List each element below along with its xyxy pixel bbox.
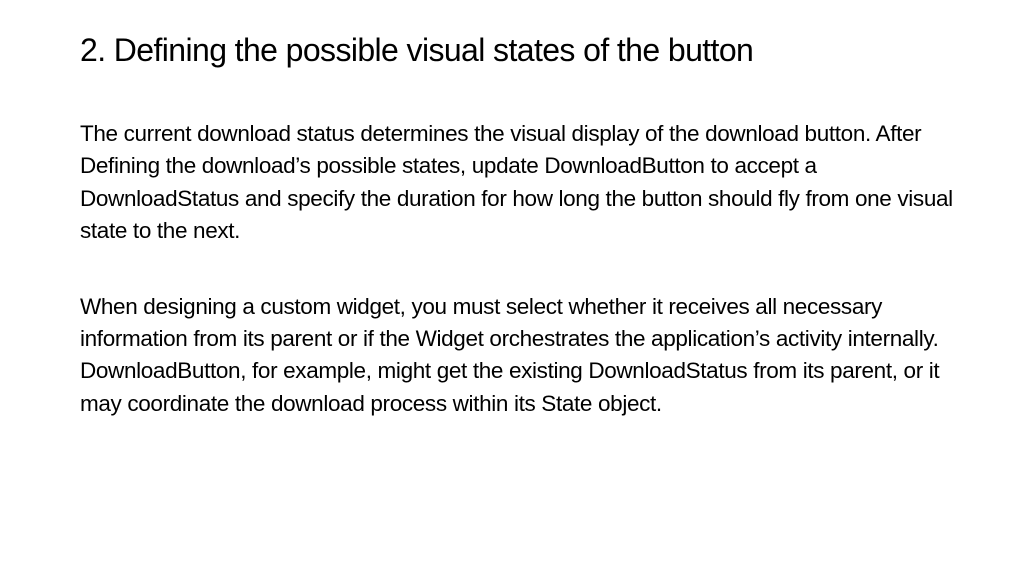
body-paragraph-1: The current download status determines the visual display of the download button. After Defining the download’s possible states, update DownloadButton to accept a DownloadStatus and specify the duration for how long the button should fly from one visual state to the next. [80,121,953,244]
slide-body [80,118,960,420]
body-paragraph-2: When designing a custom widget, you must select whether it receives all necessary information from its parent or if the Widget orchestrates the application’s activity internally. DownloadButton, for example, might get the existing DownloadStatus from its parent, or it may coordinate the download process within its State object. [80,293,940,416]
slide-title: 2. Defining the possible visual states of the button [80,32,754,68]
